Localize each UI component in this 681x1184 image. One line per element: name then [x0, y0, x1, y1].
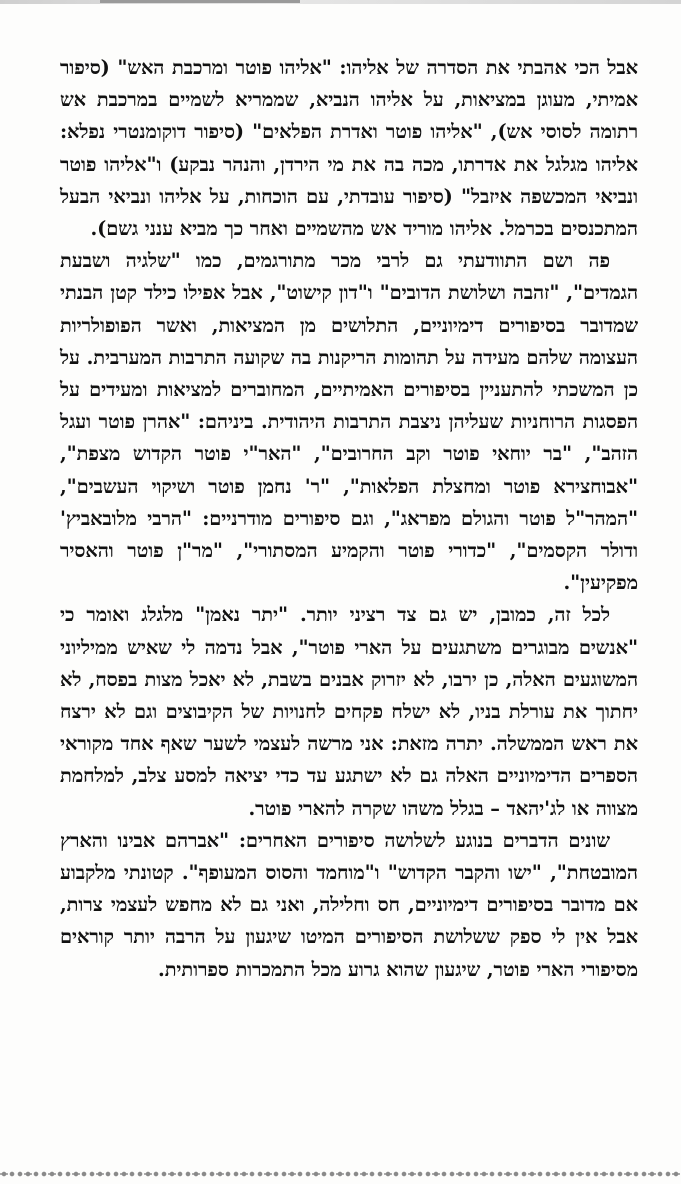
paragraph: פה ושם התוודעתי גם לרבי מכר מתורגמים, כמו "שלגיה ושבעת הגמדים", "זהבה ושלושת הדובים" ו"דון קישוט", אבל אפילו כילד קטן הבנתי שמדובר בסיפורים דימיוניים, התלושים מן המציאות, ואשר הפופולריות העצומה שלהם מעידה על תהומות הריקנות בה שקועה התרבות המערבית. על כן המשכתי להתעניין בסיפורים האמיתיים, המחוברים למציאות ומעידים על הפסגות הרוחניות שעליהן ניצבת התרבות היהודית. ביניהם: "אהרן פוטר ועגל הזהב", "בר יוחאי פוטר וקב החרובים", "האר"י פוטר הקדוש מצפת", "אבוחצירא פוטר ומחצלת הפלאות", "ר' נחמן פוטר ושיקוי העשבים", "המהר"ל פוטר והגולם מפראג", וגם סיפורים מודרניים: "הרבי מלובאביץ' ודולר הקסמים", "כדורי פוטר והקמיע המסתורי", "מר"ן פוטר והאסיר מפקיעין".	[60, 249, 638, 595]
paragraph: שונים הדברים בנוגע לשלושה סיפורים האחרים: "אברהם אבינו והארץ המובטחת", "ישו והקבר הקדוש" ו"מוחמד והסוס המעופף". קטונתי מלקבוע אם מדובר בסיפורים דימיוניים, חס וחלילה, ואני גם לא מחפש לעצמי צרות, אבל אין לי ספק ששלושת הסיפורים המיטו שיגעון על הרבה יותר קוראים מסיפורי הארי פוטר, שיגעון שהוא גרוע מכל התמכרות ספרותית.	[60, 828, 638, 981]
bottom-decorative-border	[0, 1168, 681, 1180]
paragraph: אבל הכי אהבתי את הסדרה של אליהו: "אליהו פוטר ומרכבת האש" (סיפור אמיתי, מעוגן במציאות, על אליהו הנביא, שממריא לשמיים במרכבת אש רתומה לסוסי אש), "אליהו פוטר ואדרת הפלאים" (סיפור דוקומנטרי נפלא: אליהו מגלגל את אדרתו, מכה בה את מי הירדן, והנהר נבקע) ו"אליהו פוטר ונביאי המכשפה איזבל" (סיפור עובדתי, עם הוכחות, על אליהו ונביאי הבעל המתכנסים בכרמל. אליהו מוריד אש מהשמיים ואחר כך מביא ענני גשם).	[60, 56, 638, 241]
page-text-column	[60, 52, 638, 986]
paragraph: לכל זה, כמובן, יש גם צד רציני יותר. "יתר נאמן" מלגלג ואומר כי "אנשים מבוגרים משתגעים על הארי פוטר", אבל נדמה לי שאיש ממיליוני המשוגעים האלה, כן ירבו, לא יזרוק אבנים בשבת, לא יאכל מצות בפסח, לא יחתוך את עורלת בניו, לא ישלח פקחים לחנויות של הקיבוצים וגם לא ירצח את ראש הממשלה. יתרה מזאת: אני מרשה לעצמי לשער שאף אחד מקוראי הספרים הדימיוניים האלה גם לא ישתגע עד כדי יציאה למסע צלב, למלחמת מצווה או לג'יהאד – בגלל משהו שקרה להארי פוטר.	[60, 603, 638, 820]
top-edge-mark	[100, 0, 300, 3]
top-edge-rule	[0, 0, 681, 4]
